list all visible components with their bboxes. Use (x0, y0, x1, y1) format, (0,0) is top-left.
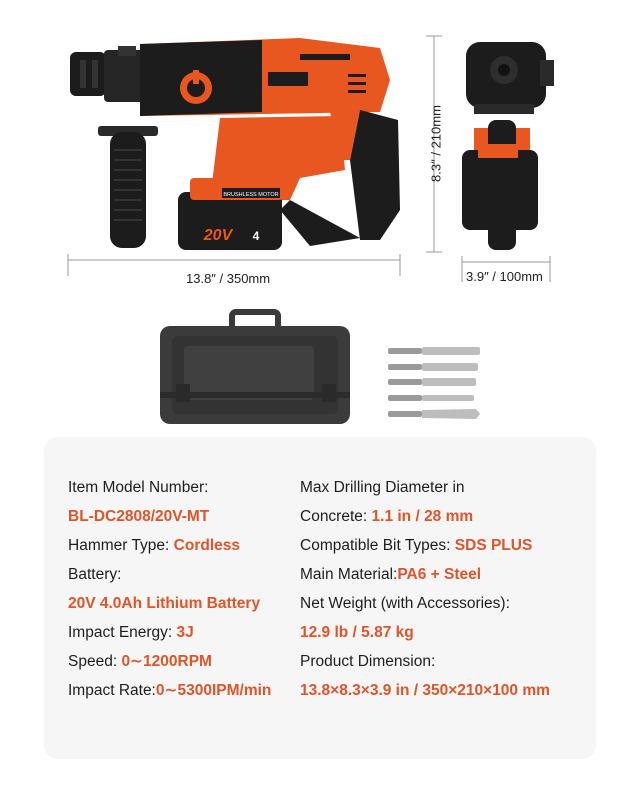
spec-line (68, 560, 298, 589)
spec-label: Concrete: (300, 508, 372, 525)
spec-label: Impact Energy: (68, 624, 177, 641)
width-label: 3.9″ / 100mm (466, 269, 543, 284)
spec-line (68, 618, 298, 647)
spec-value: SDS PLUS (454, 537, 533, 554)
spec-label: Compatible Bit Types: (300, 537, 455, 554)
drill-bits (388, 347, 480, 419)
spec-column-right (300, 473, 590, 705)
height-label: 8.3″ / 210mm (428, 105, 444, 182)
spec-value: 20V 4.0Ah Lithium Battery (68, 595, 261, 612)
drill-bit (388, 378, 476, 386)
spec-line (300, 502, 590, 531)
spec-column-left (68, 473, 298, 705)
spec-value: 3J (176, 624, 194, 641)
spec-card (44, 437, 596, 759)
spec-value: BL-DC2808/20V-MT (68, 508, 210, 525)
carry-case (160, 312, 350, 424)
spec-label: Net Weight (with Accessories): (300, 595, 510, 612)
spec-line (68, 473, 298, 502)
spec-label: Hammer Type: (68, 537, 174, 554)
spec-value: 1.1 in / 28 mm (371, 508, 474, 525)
hammer-drill-side-view (70, 38, 400, 250)
battery-capacity-label: 4 (252, 229, 260, 243)
spec-line (300, 647, 590, 676)
spec-value: Cordless (173, 537, 241, 554)
drill-bit (388, 363, 478, 371)
spec-line (300, 676, 590, 705)
spec-line (300, 531, 590, 560)
spec-label: Main Material: (300, 566, 398, 583)
spec-line (300, 618, 590, 647)
spec-line (68, 676, 298, 705)
spec-label: Product Dimension: (300, 653, 436, 670)
brushless-label: BRUSHLESS MOTOR (223, 192, 279, 198)
spec-value: 13.8×8.3×3.9 in / 350×210×100 mm (300, 682, 550, 699)
drill-bit (388, 347, 480, 355)
spec-value: 0∼1200RPM (121, 653, 212, 670)
battery-voltage-label: 20V (203, 227, 233, 244)
hammer-drill-front-view (462, 42, 554, 250)
spec-line (300, 560, 590, 589)
chisel-bit (388, 409, 480, 419)
spec-line (68, 531, 298, 560)
spec-value: 12.9 lb / 5.87 kg (300, 624, 414, 641)
spec-label: Speed: (68, 653, 122, 670)
spec-line (300, 473, 590, 502)
length-label: 13.8″ / 350mm (186, 271, 271, 286)
spec-value: PA6 + Steel (397, 566, 482, 583)
spec-line (68, 647, 298, 676)
spec-label: Impact Rate: (68, 682, 156, 699)
drill-bit (388, 395, 474, 401)
spec-line (68, 589, 298, 618)
spec-line (68, 502, 298, 531)
spec-value: 0∼5300IPM/min (155, 682, 272, 699)
spec-label: Max Drilling Diameter in (300, 479, 465, 496)
spec-label: Item Model Number: (68, 479, 209, 496)
spec-label: Battery: (68, 566, 122, 583)
spec-line (300, 589, 590, 618)
